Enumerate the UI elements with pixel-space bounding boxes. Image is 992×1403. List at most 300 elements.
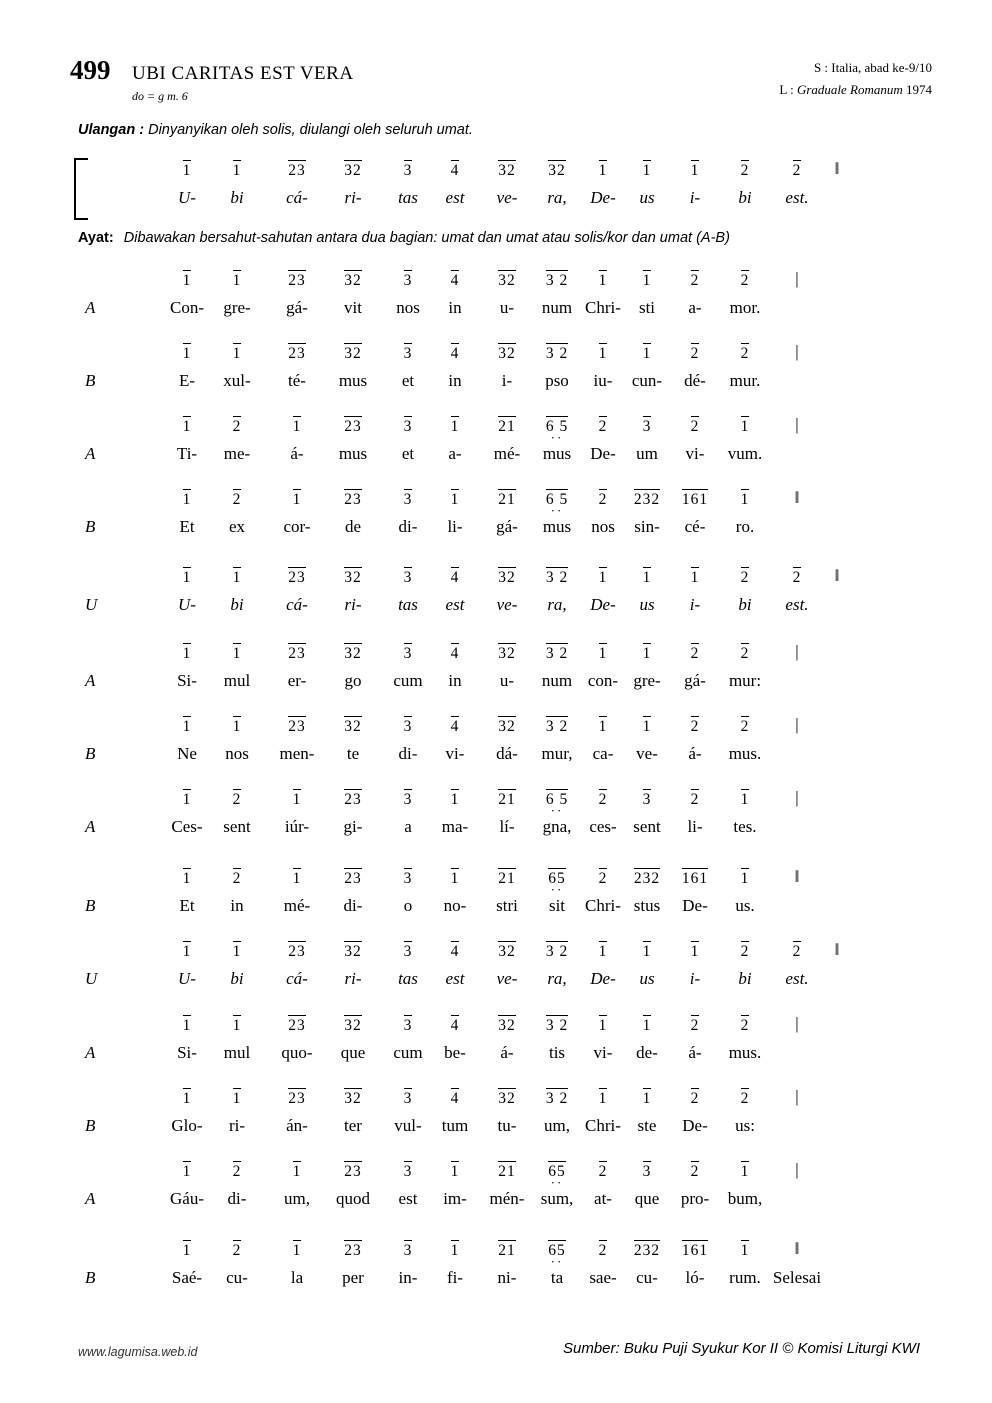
lyric-syllable: ri- bbox=[344, 595, 362, 614]
lyric-syllable: i- bbox=[689, 969, 701, 988]
refrain-instruction-label: Ulangan : bbox=[78, 122, 145, 138]
note-group: 1 bbox=[642, 345, 652, 362]
note-group: 1 bbox=[182, 491, 192, 508]
part-label: A bbox=[85, 298, 96, 317]
barline: ‖ bbox=[794, 488, 800, 507]
lyric-syllable: sent bbox=[633, 817, 661, 836]
note-group: 23 bbox=[288, 162, 306, 179]
lyric-syllable: ve- bbox=[496, 969, 518, 988]
part-label: A bbox=[85, 671, 96, 690]
note-group: 3 2 bbox=[545, 645, 569, 662]
note-group: 65 ·· bbox=[535, 1161, 579, 1181]
part-label: B bbox=[85, 1268, 96, 1287]
note-group: 1 bbox=[740, 491, 750, 508]
stave-row bbox=[70, 866, 930, 928]
lyric-syllable: mus. bbox=[728, 1043, 762, 1062]
lyric-syllable: di- bbox=[343, 896, 363, 915]
page-header bbox=[70, 55, 932, 115]
lyric-syllable: mur. bbox=[729, 371, 761, 390]
note-group: 23 bbox=[288, 569, 306, 586]
stave-row bbox=[70, 268, 930, 330]
barline: ‖ bbox=[794, 867, 800, 886]
lyric-syllable: di- bbox=[398, 744, 418, 763]
lyric-syllable: im- bbox=[443, 1189, 467, 1208]
note-group: 32 bbox=[344, 272, 362, 289]
lyric-syllable: Chri- bbox=[585, 896, 621, 915]
note-group: 3 bbox=[403, 1242, 413, 1259]
lyric-syllable: sent bbox=[223, 817, 251, 836]
note-group: 1 bbox=[642, 162, 652, 179]
lyric-syllable: la bbox=[290, 1268, 304, 1287]
lyric-syllable: quod bbox=[336, 1189, 370, 1208]
note-group: 1 bbox=[292, 791, 302, 808]
note-group: 2 bbox=[690, 418, 700, 435]
note-group: 1 bbox=[232, 1090, 242, 1107]
lyric-syllable: á- bbox=[500, 1043, 514, 1062]
note-group: 1 bbox=[182, 1163, 192, 1180]
lyric-syllable: et bbox=[401, 444, 415, 463]
note-group: 23 bbox=[288, 345, 306, 362]
lyric-syllable: vi- bbox=[445, 744, 465, 763]
note-group: 32 bbox=[498, 645, 516, 662]
lyric-syllable: á- bbox=[688, 744, 702, 763]
lyric-syllable: di- bbox=[227, 1189, 247, 1208]
note-group: 32 bbox=[498, 569, 516, 586]
note-group: 32 bbox=[548, 162, 566, 179]
note-group: 4 bbox=[450, 162, 460, 179]
lyric-syllable: dá- bbox=[496, 744, 518, 763]
note-group: 2 bbox=[690, 1090, 700, 1107]
lyric-syllable: stus bbox=[633, 896, 661, 915]
lyric-syllable: á- bbox=[688, 1043, 702, 1062]
lyric-syllable: tas bbox=[398, 188, 418, 207]
lyric-syllable: xul- bbox=[223, 371, 251, 390]
lyric-syllable: sin- bbox=[634, 517, 660, 536]
lyric-syllable: est bbox=[398, 1189, 418, 1208]
lyric-syllable: mul bbox=[223, 1043, 251, 1062]
lyric-syllable: cé- bbox=[684, 517, 706, 536]
part-label: A bbox=[85, 1189, 96, 1208]
lyric-syllable: mé- bbox=[493, 444, 521, 463]
lyric-syllable: at- bbox=[594, 1189, 612, 1208]
note-group: 1 bbox=[450, 491, 460, 508]
note-group: 65 ·· bbox=[535, 1240, 579, 1260]
lyric-syllable: me- bbox=[223, 444, 251, 463]
lyric-syllable: cum bbox=[393, 671, 423, 690]
note-group: 23 bbox=[288, 1090, 306, 1107]
lyric-syllable: men- bbox=[279, 744, 315, 763]
note-group: 1 bbox=[740, 418, 750, 435]
lyric-syllable: mus bbox=[338, 444, 368, 463]
note-group: 1 bbox=[598, 272, 608, 289]
barline: ‖ bbox=[834, 159, 840, 178]
lyric-syllable: ni- bbox=[497, 1268, 517, 1287]
lyric-syllable: nos bbox=[591, 517, 615, 536]
note-group: 6 5 ·· bbox=[535, 489, 579, 509]
note-group: 2 bbox=[690, 1017, 700, 1034]
stave-row bbox=[70, 1159, 930, 1221]
part-label: A bbox=[85, 817, 96, 836]
note-group: 21 bbox=[498, 491, 516, 508]
lyric-syllable: est. bbox=[785, 595, 809, 614]
lyric-syllable: Saé- bbox=[171, 1268, 203, 1287]
song-title: UBI CARITAS EST VERA bbox=[132, 63, 354, 84]
note-group: 1 bbox=[598, 162, 608, 179]
lyric-syllable: vum. bbox=[727, 444, 763, 463]
lyric-syllable: Con- bbox=[170, 298, 204, 317]
lyric-syllable: án- bbox=[286, 1116, 308, 1135]
stave-row bbox=[70, 787, 930, 849]
lyric-syllable: ex bbox=[228, 517, 246, 536]
lyric-syllable: tum bbox=[441, 1116, 469, 1135]
verse-instruction-text: Dibawakan bersahut-sahutan antara dua bagian: umat dan umat atau solis/kor dan umat (A-B) bbox=[123, 230, 730, 246]
source-lyricist bbox=[779, 82, 932, 98]
lyric-syllable: De- bbox=[682, 1116, 708, 1135]
note-group: 4 bbox=[450, 569, 460, 586]
note-group: 3 2 bbox=[545, 1090, 569, 1107]
lyric-syllable: pso bbox=[545, 371, 569, 390]
note-group: 2 bbox=[690, 718, 700, 735]
lyric-syllable: té- bbox=[288, 371, 306, 390]
lyric-syllable: us. bbox=[735, 896, 755, 915]
lyric-syllable: sit bbox=[548, 896, 566, 915]
note-group: 232 bbox=[633, 491, 661, 508]
note-group: 3 bbox=[642, 791, 652, 808]
lyric-syllable: us bbox=[639, 969, 655, 988]
song-number: 499 bbox=[70, 55, 111, 85]
note-group: 1 bbox=[642, 569, 652, 586]
lyric-syllable: num bbox=[541, 298, 573, 317]
lyric-syllable: ve- bbox=[636, 744, 658, 763]
lyric-syllable: ri- bbox=[228, 1116, 246, 1135]
source-lyricist-label: L : bbox=[779, 82, 797, 97]
part-label: A bbox=[85, 444, 96, 463]
lyric-syllable: a bbox=[404, 817, 412, 836]
barline: | bbox=[795, 415, 799, 434]
note-group: 2 bbox=[232, 418, 242, 435]
note-group: 2 bbox=[740, 943, 750, 960]
note-group: 1 bbox=[182, 162, 192, 179]
lyric-syllable: mus bbox=[338, 371, 368, 390]
part-label: B bbox=[85, 896, 96, 915]
lyric-syllable: tu- bbox=[497, 1116, 517, 1135]
note-group: 2 bbox=[598, 1163, 608, 1180]
stave-row bbox=[70, 939, 930, 1001]
note-group: 23 bbox=[344, 870, 362, 887]
note-group: 32 bbox=[498, 1090, 516, 1107]
lyric-syllable: i- bbox=[689, 188, 701, 207]
lyric-syllable: er- bbox=[287, 671, 307, 690]
lyric-syllable: bi bbox=[230, 969, 244, 988]
lyric-syllable: De- bbox=[590, 969, 616, 988]
lyric-syllable: us bbox=[639, 188, 655, 207]
note-group: 2 bbox=[690, 345, 700, 362]
lyric-syllable: bi bbox=[738, 969, 752, 988]
lyric-syllable: in- bbox=[398, 1268, 418, 1287]
lyric-syllable: U- bbox=[178, 595, 196, 614]
note-group: 1 bbox=[642, 1090, 652, 1107]
note-group: 32 bbox=[344, 569, 362, 586]
lyric-syllable: De- bbox=[590, 188, 616, 207]
note-group: 6 5 ·· bbox=[535, 416, 579, 436]
lyric-syllable: be- bbox=[444, 1043, 466, 1062]
part-label: B bbox=[85, 371, 96, 390]
part-label: U bbox=[85, 595, 98, 614]
note-group: 1 bbox=[690, 569, 700, 586]
refrain-instruction-text: Dinyanyikan oleh solis, diulangi oleh seluruh umat. bbox=[148, 122, 473, 138]
note-group: 32 bbox=[498, 345, 516, 362]
barline: | bbox=[795, 1160, 799, 1179]
footer-source: Sumber: Buku Puji Syukur Kor II © Komisi Liturgi KWI bbox=[562, 1340, 920, 1357]
stave-row bbox=[70, 158, 930, 220]
note-group: 1 bbox=[232, 1017, 242, 1034]
note-group: 3 2 bbox=[545, 345, 569, 362]
stave-row bbox=[70, 1086, 930, 1148]
lyric-syllable: cá- bbox=[286, 188, 308, 207]
note-group: 32 bbox=[344, 1090, 362, 1107]
lyric-syllable: et bbox=[401, 371, 415, 390]
lyric-syllable: i- bbox=[501, 371, 513, 390]
lyric-syllable: tes. bbox=[733, 817, 757, 836]
note-group: 3 2 bbox=[545, 1017, 569, 1034]
lyric-syllable: no- bbox=[443, 896, 467, 915]
lyric-syllable: De- bbox=[682, 896, 708, 915]
lyric-syllable: Glo- bbox=[171, 1116, 203, 1135]
barline: | bbox=[795, 1014, 799, 1033]
note-group: 2 bbox=[232, 1163, 242, 1180]
note-group: 1 bbox=[642, 1017, 652, 1034]
note-group: 1 bbox=[450, 870, 460, 887]
note-group: 65 ·· bbox=[535, 868, 579, 888]
lyric-syllable: mé- bbox=[283, 896, 311, 915]
note-group: 1 bbox=[182, 1090, 192, 1107]
note-group: 4 bbox=[450, 718, 460, 735]
lyric-syllable: Et bbox=[179, 896, 195, 915]
note-group: 3 bbox=[403, 569, 413, 586]
note-group: 232 bbox=[633, 1242, 661, 1259]
lyric-syllable: que bbox=[340, 1043, 366, 1062]
stave-row bbox=[70, 341, 930, 403]
lyric-syllable: á- bbox=[290, 444, 304, 463]
note-group: 3 2 bbox=[545, 943, 569, 960]
lyric-syllable: iu- bbox=[593, 371, 613, 390]
note-group: 1 bbox=[232, 718, 242, 735]
note-group: 1 bbox=[182, 1017, 192, 1034]
lyric-syllable: tis bbox=[548, 1043, 566, 1062]
lyric-syllable: cá- bbox=[286, 595, 308, 614]
lyric-syllable: mur, bbox=[541, 744, 573, 763]
note-group: 2 bbox=[598, 870, 608, 887]
note-group: 6 5 ·· bbox=[535, 789, 579, 809]
lyric-syllable: sae- bbox=[589, 1268, 617, 1287]
lyric-syllable: in bbox=[448, 671, 462, 690]
lyric-syllable: Ces- bbox=[171, 817, 203, 836]
note-group: 3 bbox=[403, 718, 413, 735]
note-group: 2 bbox=[740, 272, 750, 289]
note-group: 1 bbox=[232, 645, 242, 662]
lyric-syllable: li- bbox=[687, 817, 703, 836]
note-group: 1 bbox=[232, 272, 242, 289]
lyric-syllable: mul bbox=[223, 671, 251, 690]
note-group: 2 bbox=[740, 162, 750, 179]
note-group: 4 bbox=[450, 1017, 460, 1034]
note-group: 23 bbox=[344, 418, 362, 435]
note-group: 3 bbox=[403, 162, 413, 179]
lyric-syllable: tas bbox=[398, 595, 418, 614]
note-group: 3 2 bbox=[545, 718, 569, 735]
lyric-syllable: vul- bbox=[394, 1116, 422, 1135]
lyric-syllable: ve- bbox=[496, 595, 518, 614]
note-group: 1 bbox=[598, 345, 608, 362]
lyric-syllable: di- bbox=[398, 517, 418, 536]
lyric-syllable: Ne bbox=[177, 744, 197, 763]
barline: | bbox=[795, 788, 799, 807]
note-group: 32 bbox=[498, 943, 516, 960]
note-group: 1 bbox=[182, 645, 192, 662]
note-group: 2 bbox=[598, 491, 608, 508]
lyric-syllable: Ti- bbox=[176, 444, 198, 463]
lyric-syllable: cun- bbox=[631, 371, 663, 390]
lyric-syllable: mur: bbox=[728, 671, 762, 690]
note-group: 32 bbox=[344, 718, 362, 735]
barline: ‖ bbox=[794, 1239, 800, 1258]
note-group: 4 bbox=[450, 345, 460, 362]
part-label: B bbox=[85, 744, 96, 763]
verse-instruction bbox=[78, 230, 730, 246]
barline: | bbox=[795, 642, 799, 661]
lyric-syllable: tas bbox=[398, 969, 418, 988]
lyric-syllable: ste bbox=[637, 1116, 657, 1135]
note-group: 3 bbox=[403, 1090, 413, 1107]
note-group: 3 bbox=[403, 345, 413, 362]
lyric-syllable: gá- bbox=[496, 517, 518, 536]
note-group: 32 bbox=[344, 345, 362, 362]
barline: | bbox=[795, 342, 799, 361]
barline: ‖ bbox=[834, 566, 840, 585]
lyric-syllable: gi- bbox=[343, 817, 363, 836]
lyric-syllable: Selesai bbox=[772, 1268, 822, 1287]
lyric-syllable: stri bbox=[496, 896, 518, 915]
note-group: 1 bbox=[642, 718, 652, 735]
part-label: U bbox=[85, 969, 98, 988]
lyric-syllable: ces- bbox=[589, 817, 617, 836]
note-group: 1 bbox=[690, 162, 700, 179]
note-group: 3 bbox=[403, 791, 413, 808]
note-group: 2 bbox=[740, 1090, 750, 1107]
lyric-syllable: lí- bbox=[499, 817, 515, 836]
note-group: 1 bbox=[232, 943, 242, 960]
lyric-syllable: ri- bbox=[344, 969, 362, 988]
lyric-syllable: ló- bbox=[685, 1268, 705, 1287]
lyric-syllable: a- bbox=[448, 444, 462, 463]
stave-row bbox=[70, 641, 930, 703]
note-group: 161 bbox=[681, 491, 709, 508]
lyric-syllable: cu- bbox=[636, 1268, 658, 1287]
lyric-syllable: fi- bbox=[446, 1268, 464, 1287]
note-group: 1 bbox=[292, 418, 302, 435]
lyric-syllable: ta bbox=[550, 1268, 564, 1287]
lyric-syllable: con- bbox=[587, 671, 619, 690]
part-label: A bbox=[85, 1043, 96, 1062]
lyric-syllable: Si- bbox=[177, 671, 197, 690]
note-group: 1 bbox=[740, 870, 750, 887]
note-group: 1 bbox=[642, 645, 652, 662]
lyric-syllable: est bbox=[445, 969, 465, 988]
note-group: 21 bbox=[498, 418, 516, 435]
note-group: 32 bbox=[498, 1017, 516, 1034]
note-group: 1 bbox=[182, 1242, 192, 1259]
note-group: 3 bbox=[403, 870, 413, 887]
note-group: 3 bbox=[403, 272, 413, 289]
lyric-syllable: in bbox=[230, 896, 244, 915]
stave-row bbox=[70, 414, 930, 476]
source-composer: S : Italia, abad ke-9/10 bbox=[813, 60, 932, 75]
lyric-syllable: o bbox=[403, 896, 413, 915]
note-group: 2 bbox=[690, 645, 700, 662]
lyric-syllable: te bbox=[346, 744, 360, 763]
note-group: 1 bbox=[598, 1090, 608, 1107]
footer-website[interactable]: www.lagumisa.web.id bbox=[78, 1345, 198, 1359]
note-group: 1 bbox=[450, 1163, 460, 1180]
note-group: 32 bbox=[344, 1017, 362, 1034]
lyric-syllable: per bbox=[342, 1268, 364, 1287]
lyric-syllable: ri- bbox=[344, 188, 362, 207]
lyric-syllable: mor. bbox=[729, 298, 761, 317]
lyric-syllable: dé- bbox=[684, 371, 706, 390]
stave-row bbox=[70, 1013, 930, 1075]
lyric-syllable: cor- bbox=[283, 517, 311, 536]
note-group: 23 bbox=[344, 491, 362, 508]
note-group: 1 bbox=[292, 1242, 302, 1259]
lyric-syllable: mén- bbox=[489, 1189, 525, 1208]
lyric-syllable: Si- bbox=[177, 1043, 197, 1062]
note-group: 2 bbox=[232, 1242, 242, 1259]
note-group: 2 bbox=[598, 1242, 608, 1259]
note-group: 4 bbox=[450, 645, 460, 662]
lyric-syllable: cum bbox=[393, 1043, 423, 1062]
stave-row bbox=[70, 1238, 930, 1300]
note-group: 23 bbox=[288, 645, 306, 662]
lyric-syllable: ter bbox=[344, 1116, 362, 1135]
note-group: 32 bbox=[498, 162, 516, 179]
lyric-syllable: sti bbox=[638, 298, 656, 317]
lyric-syllable: nos bbox=[225, 744, 249, 763]
lyric-syllable: de bbox=[344, 517, 362, 536]
lyric-syllable: quo- bbox=[281, 1043, 313, 1062]
note-group: 4 bbox=[450, 272, 460, 289]
song-key-tempo: do = g m. 6 bbox=[132, 89, 188, 103]
lyric-syllable: est bbox=[445, 595, 465, 614]
note-group: 3 bbox=[403, 491, 413, 508]
lyric-syllable: ca- bbox=[592, 744, 614, 763]
lyric-syllable: gre- bbox=[223, 298, 251, 317]
lyric-syllable: vi- bbox=[685, 444, 705, 463]
note-group: 1 bbox=[690, 943, 700, 960]
note-group: 232 bbox=[633, 870, 661, 887]
note-group: 1 bbox=[740, 791, 750, 808]
lyric-syllable: cu- bbox=[226, 1268, 248, 1287]
refrain-instruction bbox=[78, 122, 473, 138]
lyric-syllable: est bbox=[445, 188, 465, 207]
lyric-syllable: a- bbox=[688, 298, 702, 317]
lyric-syllable: bum, bbox=[727, 1189, 763, 1208]
note-group: 1 bbox=[232, 162, 242, 179]
note-group: 1 bbox=[182, 569, 192, 586]
lyric-syllable: U- bbox=[178, 188, 196, 207]
note-group: 2 bbox=[690, 272, 700, 289]
note-group: 32 bbox=[344, 162, 362, 179]
lyric-syllable: ve- bbox=[496, 188, 518, 207]
